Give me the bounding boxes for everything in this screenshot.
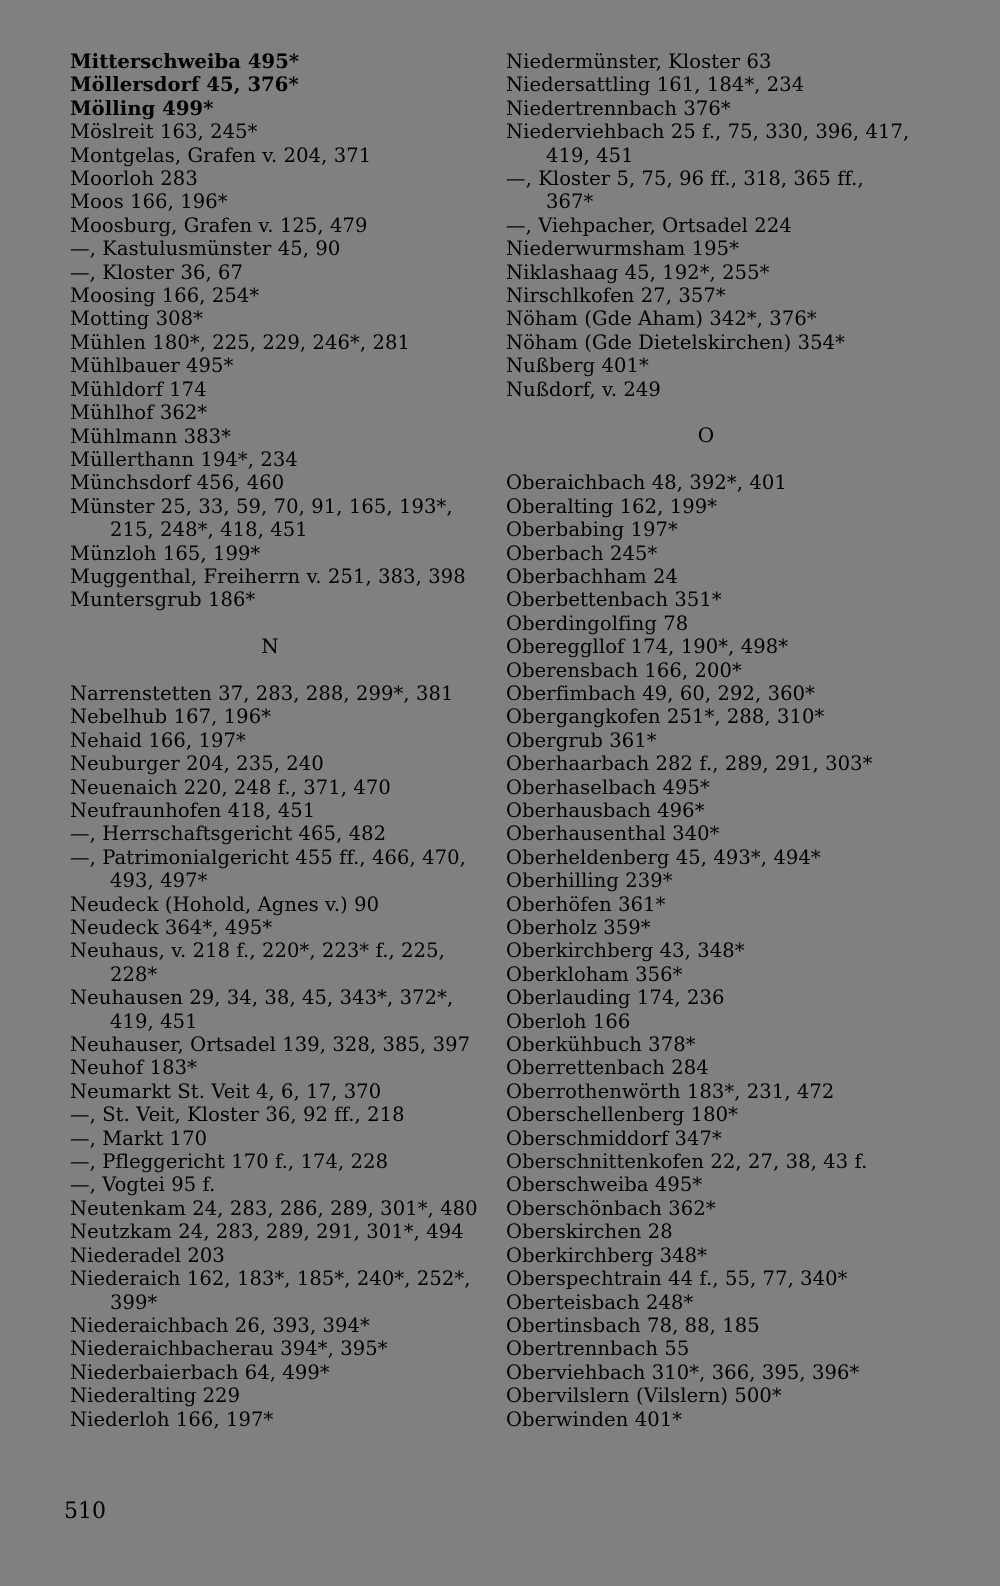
section-spacer (506, 401, 936, 424)
index-entry: Nöham (Gde Aham) 342*, 376* (506, 307, 817, 331)
index-entry: Oberschellenberg 180* (506, 1103, 739, 1127)
index-entry: Mühlen 180*, 225, 229, 246*, 281 (70, 330, 411, 354)
index-entry: Oberschmiddorf 347* (506, 1126, 722, 1150)
section-letter-heading: N (261, 634, 279, 659)
index-entry: Nöham (Gde Dietelskirchen) 354* (506, 330, 845, 354)
index-entry: Obertinsbach 78, 88, 185 (506, 1313, 760, 1337)
index-entry: Moosing 166, 254* (70, 284, 260, 308)
index-entry-continuation: 367* (546, 190, 594, 214)
index-entry: Neutenkam 24, 283, 286, 289, 301*, 480 (70, 1196, 478, 1220)
index-entry: Oberviehbach 310*, 366, 395, 396* (506, 1360, 860, 1384)
index-entry: —, Pfleggericht 170 f., 174, 228 (70, 1150, 389, 1174)
index-entry: Nebelhub 167, 196* (70, 705, 272, 729)
index-entry-continuation: 399* (110, 1290, 158, 1314)
index-entry: Neumarkt St. Veit 4, 6, 17, 370 (70, 1079, 382, 1103)
index-entry: —, Vogtei 95 f. (70, 1173, 216, 1197)
index-entry: Neuenaich 220, 248 f., 371, 470 (70, 775, 391, 799)
index-entry: Niedermünster, Kloster 63 (506, 50, 772, 73)
index-entry: —, Kloster 36, 67 (70, 260, 244, 284)
index-entry: Niederloh 166, 197* (70, 1407, 274, 1431)
index-entry: Niederaichbacherau 394*, 395* (70, 1337, 388, 1361)
index-entry: —, Patrimonialgericht 455 ff., 466, 470, (70, 845, 466, 869)
index-entry: Oberfimbach 49, 60, 292, 360* (506, 681, 815, 705)
index-entry: Oberholz 359* (506, 916, 651, 939)
index-entry-continuation: 493, 497* (110, 869, 208, 893)
index-entry: Narrenstetten 37, 283, 288, 299*, 381 (70, 681, 454, 705)
index-entry: Oberkirchberg 348* (506, 1243, 707, 1267)
index-entry: Niederviehbach 25 f., 75, 330, 396, 417, (506, 120, 910, 144)
section-spacer (506, 448, 936, 471)
index-entry: Niederaichbach 26, 393, 394* (70, 1313, 370, 1337)
index-entry: Oberdingolfing 78 (506, 611, 689, 635)
index-entry: Oberhilling 239* (506, 869, 673, 893)
index-entry: Mitterschweiba 495* (70, 50, 300, 73)
index-entry: Oberhöfen 361* (506, 892, 666, 916)
index-entry: Oberbachham 24 (506, 564, 679, 588)
index-entry: Moos 166, 196* (70, 190, 228, 214)
section-letter-heading: O (697, 423, 715, 448)
index-entry: Moorloh 283 (70, 167, 198, 191)
index-entry: Oberbettenbach 351* (506, 588, 722, 612)
index-entry: Oberaichbach 48, 392*, 401 (506, 471, 787, 495)
index-entry: Oberskirchen 28 (506, 1220, 673, 1244)
index-entry: Oberhaarbach 282 f., 289, 291, 303* (506, 752, 873, 776)
index-entry: Neuburger 204, 235, 240 (70, 752, 324, 776)
index-entry: Niederbaierbach 64, 499* (70, 1360, 330, 1384)
index-entry: Obereggllof 174, 190*, 498* (506, 635, 789, 659)
index-entry: Nehaid 166, 197* (70, 728, 246, 752)
index-entry: Nirschlkofen 27, 357* (506, 284, 726, 308)
index-entry: Obergrub 361* (506, 728, 657, 752)
index-entry: Neuhof 183* (70, 1056, 197, 1080)
index-entry: —, Kastulusmünster 45, 90 (70, 237, 341, 261)
index-entry: Oberhausenthal 340* (506, 822, 720, 846)
index-entry-continuation: 228* (110, 962, 158, 986)
index-entry: Oberwinden 401* (506, 1407, 683, 1431)
index-entry: Niederwurmsham 195* (506, 237, 739, 261)
index-entry: Neufraunhofen 418, 451 (70, 798, 316, 822)
index-entry: —, St. Veit, Kloster 36, 92 ff., 218 (70, 1103, 405, 1127)
index-entry: Oberheldenberg 45, 493*, 494* (506, 845, 821, 869)
index-entry-continuation: 419, 451 (546, 143, 634, 167)
index-entry: Müllerthann 194*, 234 (70, 447, 298, 471)
index-entry-continuation: 215, 248*, 418, 451 (110, 518, 308, 542)
index-entry: Münster 25, 33, 59, 70, 91, 165, 193*, (70, 494, 453, 518)
index-entry: Neuhauser, Ortsadel 139, 328, 385, 397 (70, 1033, 471, 1057)
index-entry: Obervilslern (Vilslern) 500* (506, 1384, 782, 1408)
index-entry: Niedertrennbach 376* (506, 96, 731, 120)
section-spacer (70, 612, 500, 635)
index-entry: Möllersdorf 45, 376* (70, 73, 299, 97)
index-entry: Oberrothenwörth 183*, 231, 472 (506, 1079, 835, 1103)
index-entry: Oberkloham 356* (506, 962, 683, 986)
index-entry: Neudeck 364*, 495* (70, 916, 273, 939)
index-entry: Mühlbauer 495* (70, 354, 234, 378)
index-entry: Münchsdorf 456, 460 (70, 471, 285, 495)
index-entry: Mölling 499* (70, 96, 214, 120)
index-column-right (506, 50, 936, 1431)
index-entry: Oberkühbuch 378* (506, 1033, 696, 1057)
index-entry: Münzloh 165, 199* (70, 541, 261, 565)
index-entry: Mühlhof 362* (70, 401, 208, 425)
index-entry: Muggenthal, Freiherrn v. 251, 383, 398 (70, 564, 466, 588)
index-entry: Moosburg, Grafen v. 125, 479 (70, 213, 368, 237)
index-entry: Oberschnittenkofen 22, 27, 38, 43 f. (506, 1150, 868, 1174)
index-entry: Oberlauding 174, 236 (506, 986, 725, 1010)
index-entry: Oberbabing 197* (506, 518, 678, 542)
index-entry: Neudeck (Hohold, Agnes v.) 90 (70, 892, 380, 916)
index-entry: Niederalting 229 (70, 1384, 241, 1408)
index-entry: Möslreit 163, 245* (70, 120, 258, 144)
index-entry: Oberhausbach 496* (506, 798, 705, 822)
index-entry: Obergangkofen 251*, 288, 310* (506, 705, 825, 729)
index-entry: Oberensbach 166, 200* (506, 658, 742, 682)
index-entry: Oberschönbach 362* (506, 1196, 716, 1220)
index-entry: —, Markt 170 (70, 1126, 208, 1150)
index-entry-continuation: 419, 451 (110, 1009, 198, 1033)
index-entry: —, Kloster 5, 75, 96 ff., 318, 365 ff., (506, 167, 864, 191)
index-entry: Nußberg 401* (506, 354, 649, 378)
index-entry: —, Viehpacher, Ortsadel 224 (506, 213, 792, 237)
index-entry: Oberalting 162, 199* (506, 494, 718, 518)
index-entry: Oberteisbach 248* (506, 1290, 694, 1314)
index-entry: Muntersgrub 186* (70, 588, 256, 612)
index-entry: Oberspechtrain 44 f., 55, 77, 340* (506, 1267, 848, 1291)
index-entry: Oberloh 166 (506, 1009, 631, 1033)
index-entry: Oberhaselbach 495* (506, 775, 710, 799)
index-entry: —, Herrschaftsgericht 465, 482 (70, 822, 387, 846)
index-entry: Oberkirchberg 43, 348* (506, 939, 745, 963)
index-entry: Niederaich 162, 183*, 185*, 240*, 252*, (70, 1267, 471, 1291)
index-entry: Montgelas, Grafen v. 204, 371 (70, 143, 372, 167)
index-entry: Obertrennbach 55 (506, 1337, 690, 1361)
index-entry: Mühlmann 383* (70, 424, 232, 448)
index-entry: Mühldorf 174 (70, 377, 207, 401)
page-number: 510 (64, 1499, 106, 1524)
index-entry: Niklashaag 45, 192*, 255* (506, 260, 770, 284)
index-entry: Neuhausen 29, 34, 38, 45, 343*, 372*, (70, 986, 454, 1010)
index-entry: Oberrettenbach 284 (506, 1056, 709, 1080)
index-column-left (70, 50, 500, 1431)
index-entry: Motting 308* (70, 307, 204, 331)
index-entry: Neutzkam 24, 283, 289, 291, 301*, 494 (70, 1220, 464, 1244)
index-entry: Oberschweiba 495* (506, 1173, 703, 1197)
index-entry: Oberbach 245* (506, 541, 658, 565)
section-spacer (70, 659, 500, 682)
index-entry: Niedersattling 161, 184*, 234 (506, 73, 805, 97)
index-entry: Niederadel 203 (70, 1243, 225, 1267)
index-entry: Nußdorf, v. 249 (506, 377, 661, 401)
index-entry: Neuhaus, v. 218 f., 220*, 223* f., 225, (70, 939, 445, 963)
